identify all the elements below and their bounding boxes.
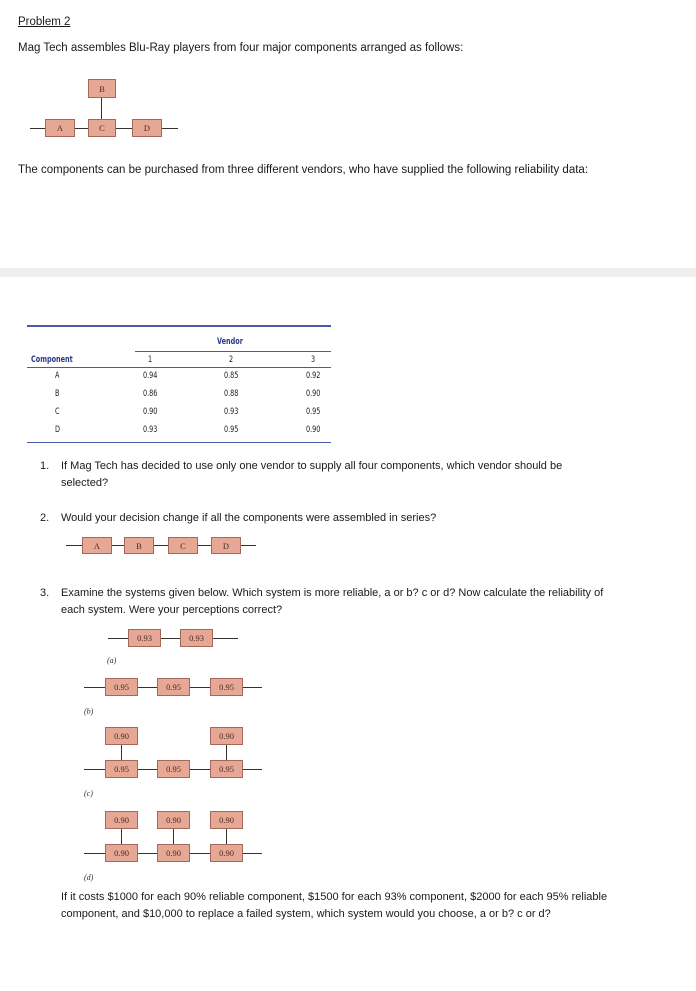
table-cell: 0.94 (143, 371, 158, 381)
system-c-parallel-component: 0.90 (105, 727, 138, 745)
system-a-label: (a) (107, 656, 117, 665)
component-c-box: C (88, 119, 116, 137)
table-cell: 0.92 (306, 371, 321, 381)
system-d-parallel-component: 0.90 (157, 811, 190, 829)
system-c-component: 0.95 (210, 760, 243, 778)
system-a-component: 0.93 (128, 629, 161, 647)
vendor-group-header: Vendor (217, 337, 243, 347)
question-1-text: If Mag Tech has decided to use only one vendor to supply all four components, which vendor should be (61, 460, 563, 472)
system-d-label: (d) (84, 873, 94, 882)
table-cell: 0.93 (224, 407, 239, 417)
system-d-component: 0.90 (105, 844, 138, 862)
table-cell: 0.88 (224, 389, 239, 399)
reliability-table (27, 325, 331, 445)
system-c-component: 0.95 (157, 760, 190, 778)
vendor-3-header: 3 (311, 355, 316, 365)
table-cell: 0.93 (143, 425, 158, 435)
system-a-diagram (0, 624, 696, 670)
series-c-box: C (168, 537, 198, 554)
system-d-parallel-component: 0.90 (105, 811, 138, 829)
table-row-component: C (55, 407, 60, 417)
series-b-box: B (124, 537, 154, 554)
question-3-text-cont: each system. Were your perceptions correct? (61, 604, 283, 616)
question-1-number: 1. (40, 460, 50, 472)
component-d-box: D (132, 119, 162, 137)
system-b-diagram (0, 676, 696, 716)
system-c-component: 0.95 (105, 760, 138, 778)
question-1-text-cont: selected? (61, 477, 109, 489)
question-3-number: 3. (40, 587, 50, 599)
vendor-intro-text: The components can be purchased from three different vendors, who have supplied the following reliability data: (18, 164, 589, 176)
question-2-text: Would your decision change if all the components were assembled in series? (61, 512, 437, 524)
vendor-1-header: 1 (148, 355, 153, 365)
system-b-component: 0.95 (157, 678, 190, 696)
table-cell: 0.90 (306, 389, 321, 399)
table-cell: 0.86 (143, 389, 158, 399)
system-d-parallel-component: 0.90 (210, 811, 243, 829)
component-a-box: A (45, 119, 75, 137)
system-b-component: 0.95 (210, 678, 243, 696)
table-row-component: D (55, 425, 60, 435)
component-header: Component (31, 355, 73, 365)
system-d-component: 0.90 (210, 844, 243, 862)
problem-title: Problem 2 (18, 16, 71, 28)
component-diagram (0, 0, 696, 150)
cost-question-text-cont: component, and $10,000 to replace a failed system, which system would you choose, a or b? c or d? (61, 908, 551, 920)
table-row-component: A (55, 371, 60, 381)
table-cell: 0.95 (224, 425, 239, 435)
system-d-diagram (0, 808, 696, 884)
table-row-component: B (55, 389, 60, 399)
series-diagram (0, 530, 696, 560)
system-b-component: 0.95 (105, 678, 138, 696)
vendor-2-header: 2 (229, 355, 234, 365)
question-2-number: 2. (40, 512, 50, 524)
table-cell: 0.90 (306, 425, 321, 435)
system-c-label: (c) (84, 789, 93, 798)
question-3-text: Examine the systems given below. Which system is more reliable, a or b? c or d? Now calculate the reliability of (61, 587, 604, 599)
table-cell: 0.95 (306, 407, 321, 417)
series-a-box: A (82, 537, 112, 554)
table-cell: 0.90 (143, 407, 158, 417)
system-c-diagram (0, 724, 696, 804)
component-b-box: B (88, 79, 116, 98)
separator-band (0, 268, 696, 277)
system-a-component: 0.93 (180, 629, 213, 647)
series-d-box: D (211, 537, 241, 554)
cost-question-text: If it costs $1000 for each 90% reliable component, $1500 for each 93% component, $2000 for each 95% reliable (61, 891, 608, 903)
system-d-component: 0.90 (157, 844, 190, 862)
system-c-parallel-component: 0.90 (210, 727, 243, 745)
system-b-label: (b) (84, 707, 94, 716)
intro-text: Mag Tech assembles Blu-Ray players from four major components arranged as follows: (18, 42, 464, 54)
table-cell: 0.85 (224, 371, 239, 381)
